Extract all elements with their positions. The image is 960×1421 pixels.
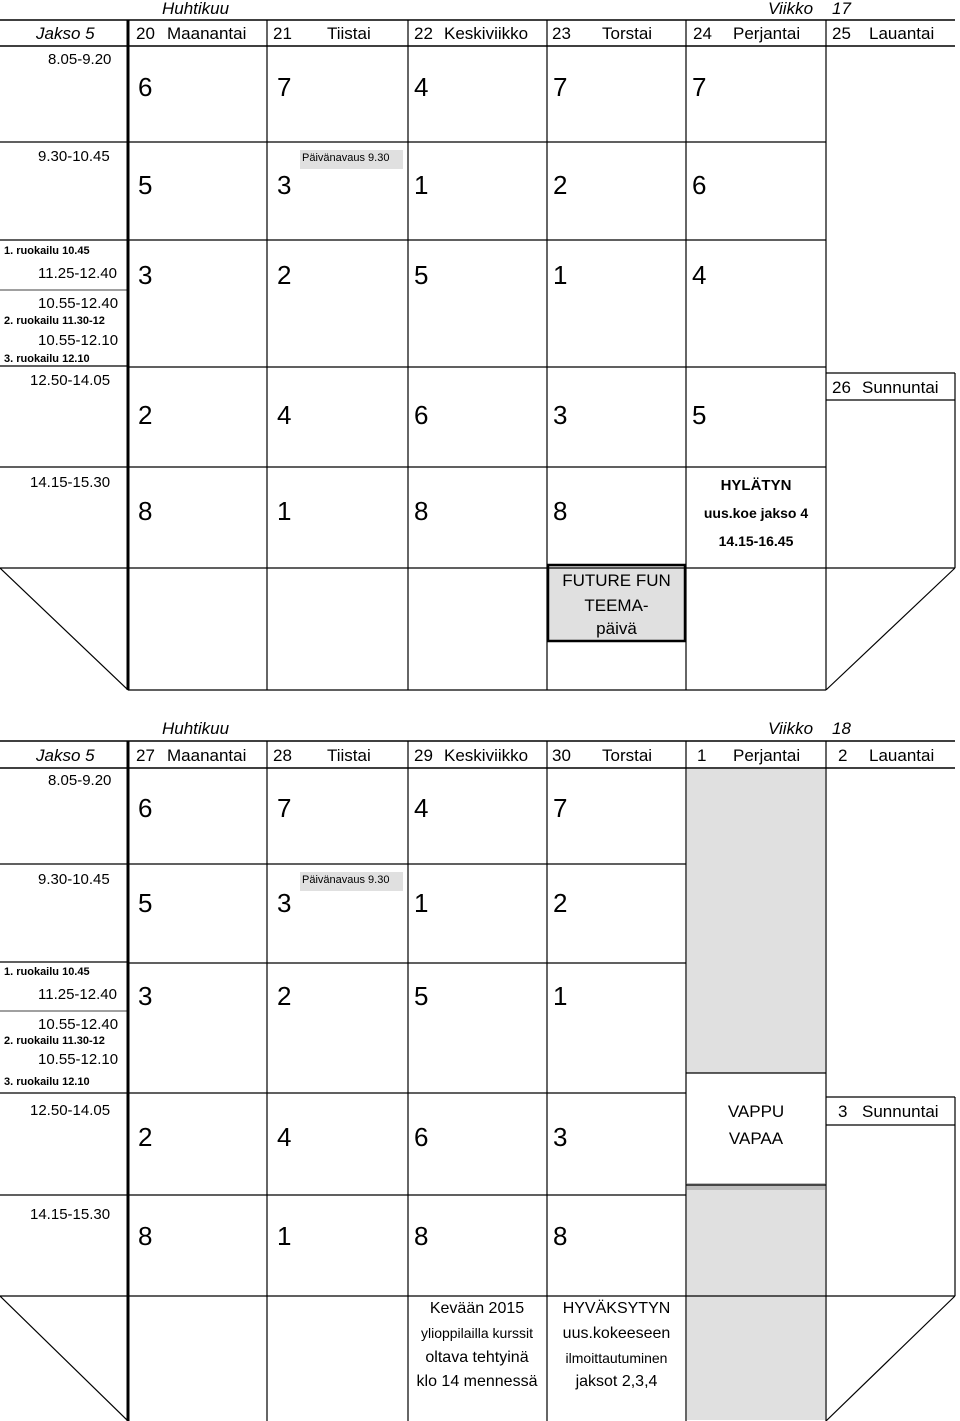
month-label-2: Huhtikuu bbox=[162, 719, 230, 738]
time-slot-4: 12.50-14.05 bbox=[30, 1102, 111, 1119]
course-cell: 6 bbox=[414, 400, 429, 430]
sunday-name-2: Sunnuntai bbox=[862, 1102, 939, 1121]
meal-2: 2. ruokailu 11.30-12 bbox=[4, 1035, 105, 1047]
course-cell: 5 bbox=[138, 888, 153, 918]
course-cell: 5 bbox=[138, 170, 153, 200]
day-1-number: 20 bbox=[136, 24, 155, 43]
week-label-2: Viikko bbox=[768, 719, 814, 738]
day-2-number: 21 bbox=[273, 24, 292, 43]
exam-note-line-3: oltava tehtyinä bbox=[425, 1349, 529, 1366]
time-slot-1: 8.05-9.20 bbox=[48, 51, 112, 68]
morning-opening-2: Päivänavaus 9.30 bbox=[302, 874, 390, 886]
course-cell: 6 bbox=[692, 170, 707, 200]
week-number: 17 bbox=[832, 0, 851, 18]
course-cell: 2 bbox=[138, 400, 153, 430]
meal-3: 3. ruokailu 12.10 bbox=[4, 353, 90, 365]
time-slot-3: 11.25-12.40 bbox=[38, 986, 117, 1003]
course-cell: 1 bbox=[414, 888, 429, 918]
course-cell: 6 bbox=[414, 1122, 429, 1152]
course-cell: 2 bbox=[277, 981, 292, 1011]
course-cell: 3 bbox=[138, 260, 153, 290]
course-cell: 1 bbox=[553, 260, 568, 290]
course-cell: 3 bbox=[553, 1122, 568, 1152]
course-cell: 8 bbox=[414, 1221, 429, 1251]
exam-note-line-4: klo 14 mennessä bbox=[416, 1373, 538, 1390]
exam-note-line-2: ylioppilailla kurssit bbox=[420, 1325, 534, 1341]
course-cell: 2 bbox=[277, 260, 292, 290]
course-cell: 7 bbox=[553, 72, 568, 102]
course-cell: 8 bbox=[553, 496, 568, 526]
day-5-name: Perjantai bbox=[733, 746, 801, 765]
period-label-2: Jakso 5 bbox=[36, 746, 95, 765]
week-label: Viikko bbox=[768, 0, 814, 18]
retake-signup-line-4: jaksot 2,3,4 bbox=[575, 1373, 658, 1390]
day-6-number: 2 bbox=[838, 746, 848, 765]
retake-note-detail: uus.koe jakso 4 bbox=[703, 505, 809, 521]
day-4-name: Torstai bbox=[602, 746, 653, 765]
theme-day-line-2: TEEMA- bbox=[584, 596, 649, 615]
course-cell: 8 bbox=[138, 496, 153, 526]
sunday-number: 26 bbox=[832, 378, 851, 397]
holiday-name: VAPPU bbox=[727, 1102, 785, 1121]
course-cell: 7 bbox=[553, 793, 568, 823]
meal-2: 2. ruokailu 11.30-12 bbox=[4, 315, 105, 327]
course-cell: 6 bbox=[138, 72, 153, 102]
meal-1: 1. ruokailu 10.45 bbox=[4, 966, 90, 978]
course-cell: 3 bbox=[277, 170, 292, 200]
morning-opening: Päivänavaus 9.30 bbox=[302, 152, 390, 164]
course-cell: 3 bbox=[277, 888, 292, 918]
period-label: Jakso 5 bbox=[36, 24, 95, 43]
holiday-status: VAPAA bbox=[728, 1129, 784, 1148]
time-slot-4: 12.50-14.05 bbox=[30, 372, 111, 389]
course-cell: 4 bbox=[277, 400, 292, 430]
day-4-number: 30 bbox=[552, 746, 571, 765]
time-slot-3c: 10.55-12.10 bbox=[38, 1051, 119, 1068]
day-5-name: Perjantai bbox=[733, 24, 801, 43]
course-cell: 1 bbox=[277, 1221, 292, 1251]
meal-3: 3. ruokailu 12.10 bbox=[4, 1076, 90, 1088]
day-2-name: Tiistai bbox=[327, 746, 371, 765]
time-slot-1: 8.05-9.20 bbox=[48, 772, 112, 789]
day-6-name: Lauantai bbox=[869, 24, 935, 43]
theme-day-line-1: FUTURE FUN bbox=[562, 571, 671, 590]
holiday-shade-bottom bbox=[687, 1186, 825, 1420]
time-slot-5: 14.15-15.30 bbox=[30, 1206, 111, 1223]
month-label: Huhtikuu bbox=[162, 0, 230, 18]
course-cell: 5 bbox=[692, 400, 707, 430]
day-1-number: 27 bbox=[136, 746, 155, 765]
day-3-number: 29 bbox=[414, 746, 433, 765]
course-cell: 1 bbox=[277, 496, 292, 526]
course-cell: 4 bbox=[277, 1122, 292, 1152]
course-cell: 7 bbox=[277, 793, 292, 823]
course-cell: 6 bbox=[138, 793, 153, 823]
course-cell: 7 bbox=[277, 72, 292, 102]
course-cell: 4 bbox=[414, 793, 429, 823]
day-5-number: 1 bbox=[697, 746, 707, 765]
day-5-number: 24 bbox=[693, 24, 712, 43]
course-cell: 4 bbox=[692, 260, 707, 290]
course-cell: 8 bbox=[553, 1221, 568, 1251]
sunday-name: Sunnuntai bbox=[862, 378, 939, 397]
day-3-name: Keskiviikko bbox=[444, 24, 529, 43]
course-cell: 5 bbox=[414, 260, 429, 290]
retake-signup-line-1: HYVÄKSYTYN bbox=[562, 1300, 671, 1317]
time-slot-3b: 10.55-12.40 bbox=[38, 295, 119, 312]
retake-note-time: 14.15-16.45 bbox=[718, 533, 794, 549]
time-slot-3b: 10.55-12.40 bbox=[38, 1016, 119, 1033]
course-cell: 8 bbox=[414, 496, 429, 526]
day-6-number: 25 bbox=[832, 24, 851, 43]
day-3-number: 22 bbox=[414, 24, 433, 43]
course-cell: 3 bbox=[553, 400, 568, 430]
course-cell: 4 bbox=[414, 72, 429, 102]
course-cell: 7 bbox=[692, 72, 707, 102]
course-cell: 1 bbox=[414, 170, 429, 200]
exam-note-line-1: Kevään 2015 bbox=[429, 1300, 525, 1317]
course-cell: 2 bbox=[138, 1122, 153, 1152]
day-4-name: Torstai bbox=[602, 24, 653, 43]
holiday-shade-top bbox=[687, 769, 825, 1073]
day-6-name: Lauantai bbox=[869, 746, 935, 765]
time-slot-5: 14.15-15.30 bbox=[30, 474, 111, 491]
day-1-name: Maanantai bbox=[167, 746, 247, 765]
day-4-number: 23 bbox=[552, 24, 571, 43]
day-1-name: Maanantai bbox=[167, 24, 247, 43]
time-slot-3: 11.25-12.40 bbox=[38, 265, 117, 282]
course-cell: 2 bbox=[553, 888, 568, 918]
day-3-name: Keskiviikko bbox=[444, 746, 529, 765]
retake-signup-line-2: uus.kokeeseen bbox=[562, 1325, 671, 1342]
theme-day-line-3: päivä bbox=[596, 619, 637, 638]
retake-signup-line-3: ilmoittautuminen bbox=[565, 1350, 668, 1366]
sunday-number-2: 3 bbox=[838, 1102, 848, 1121]
retake-note-title: HYLÄTYN bbox=[720, 477, 792, 494]
time-slot-2: 9.30-10.45 bbox=[38, 148, 110, 165]
time-slot-3c: 10.55-12.10 bbox=[38, 332, 119, 349]
meal-1: 1. ruokailu 10.45 bbox=[4, 245, 90, 257]
course-cell: 5 bbox=[414, 981, 429, 1011]
day-2-number: 28 bbox=[273, 746, 292, 765]
day-2-name: Tiistai bbox=[327, 24, 371, 43]
course-cell: 1 bbox=[553, 981, 568, 1011]
course-cell: 3 bbox=[138, 981, 153, 1011]
course-cell: 2 bbox=[553, 170, 568, 200]
course-cell: 8 bbox=[138, 1221, 153, 1251]
time-slot-2: 9.30-10.45 bbox=[38, 871, 110, 888]
week-number-2: 18 bbox=[832, 719, 851, 738]
